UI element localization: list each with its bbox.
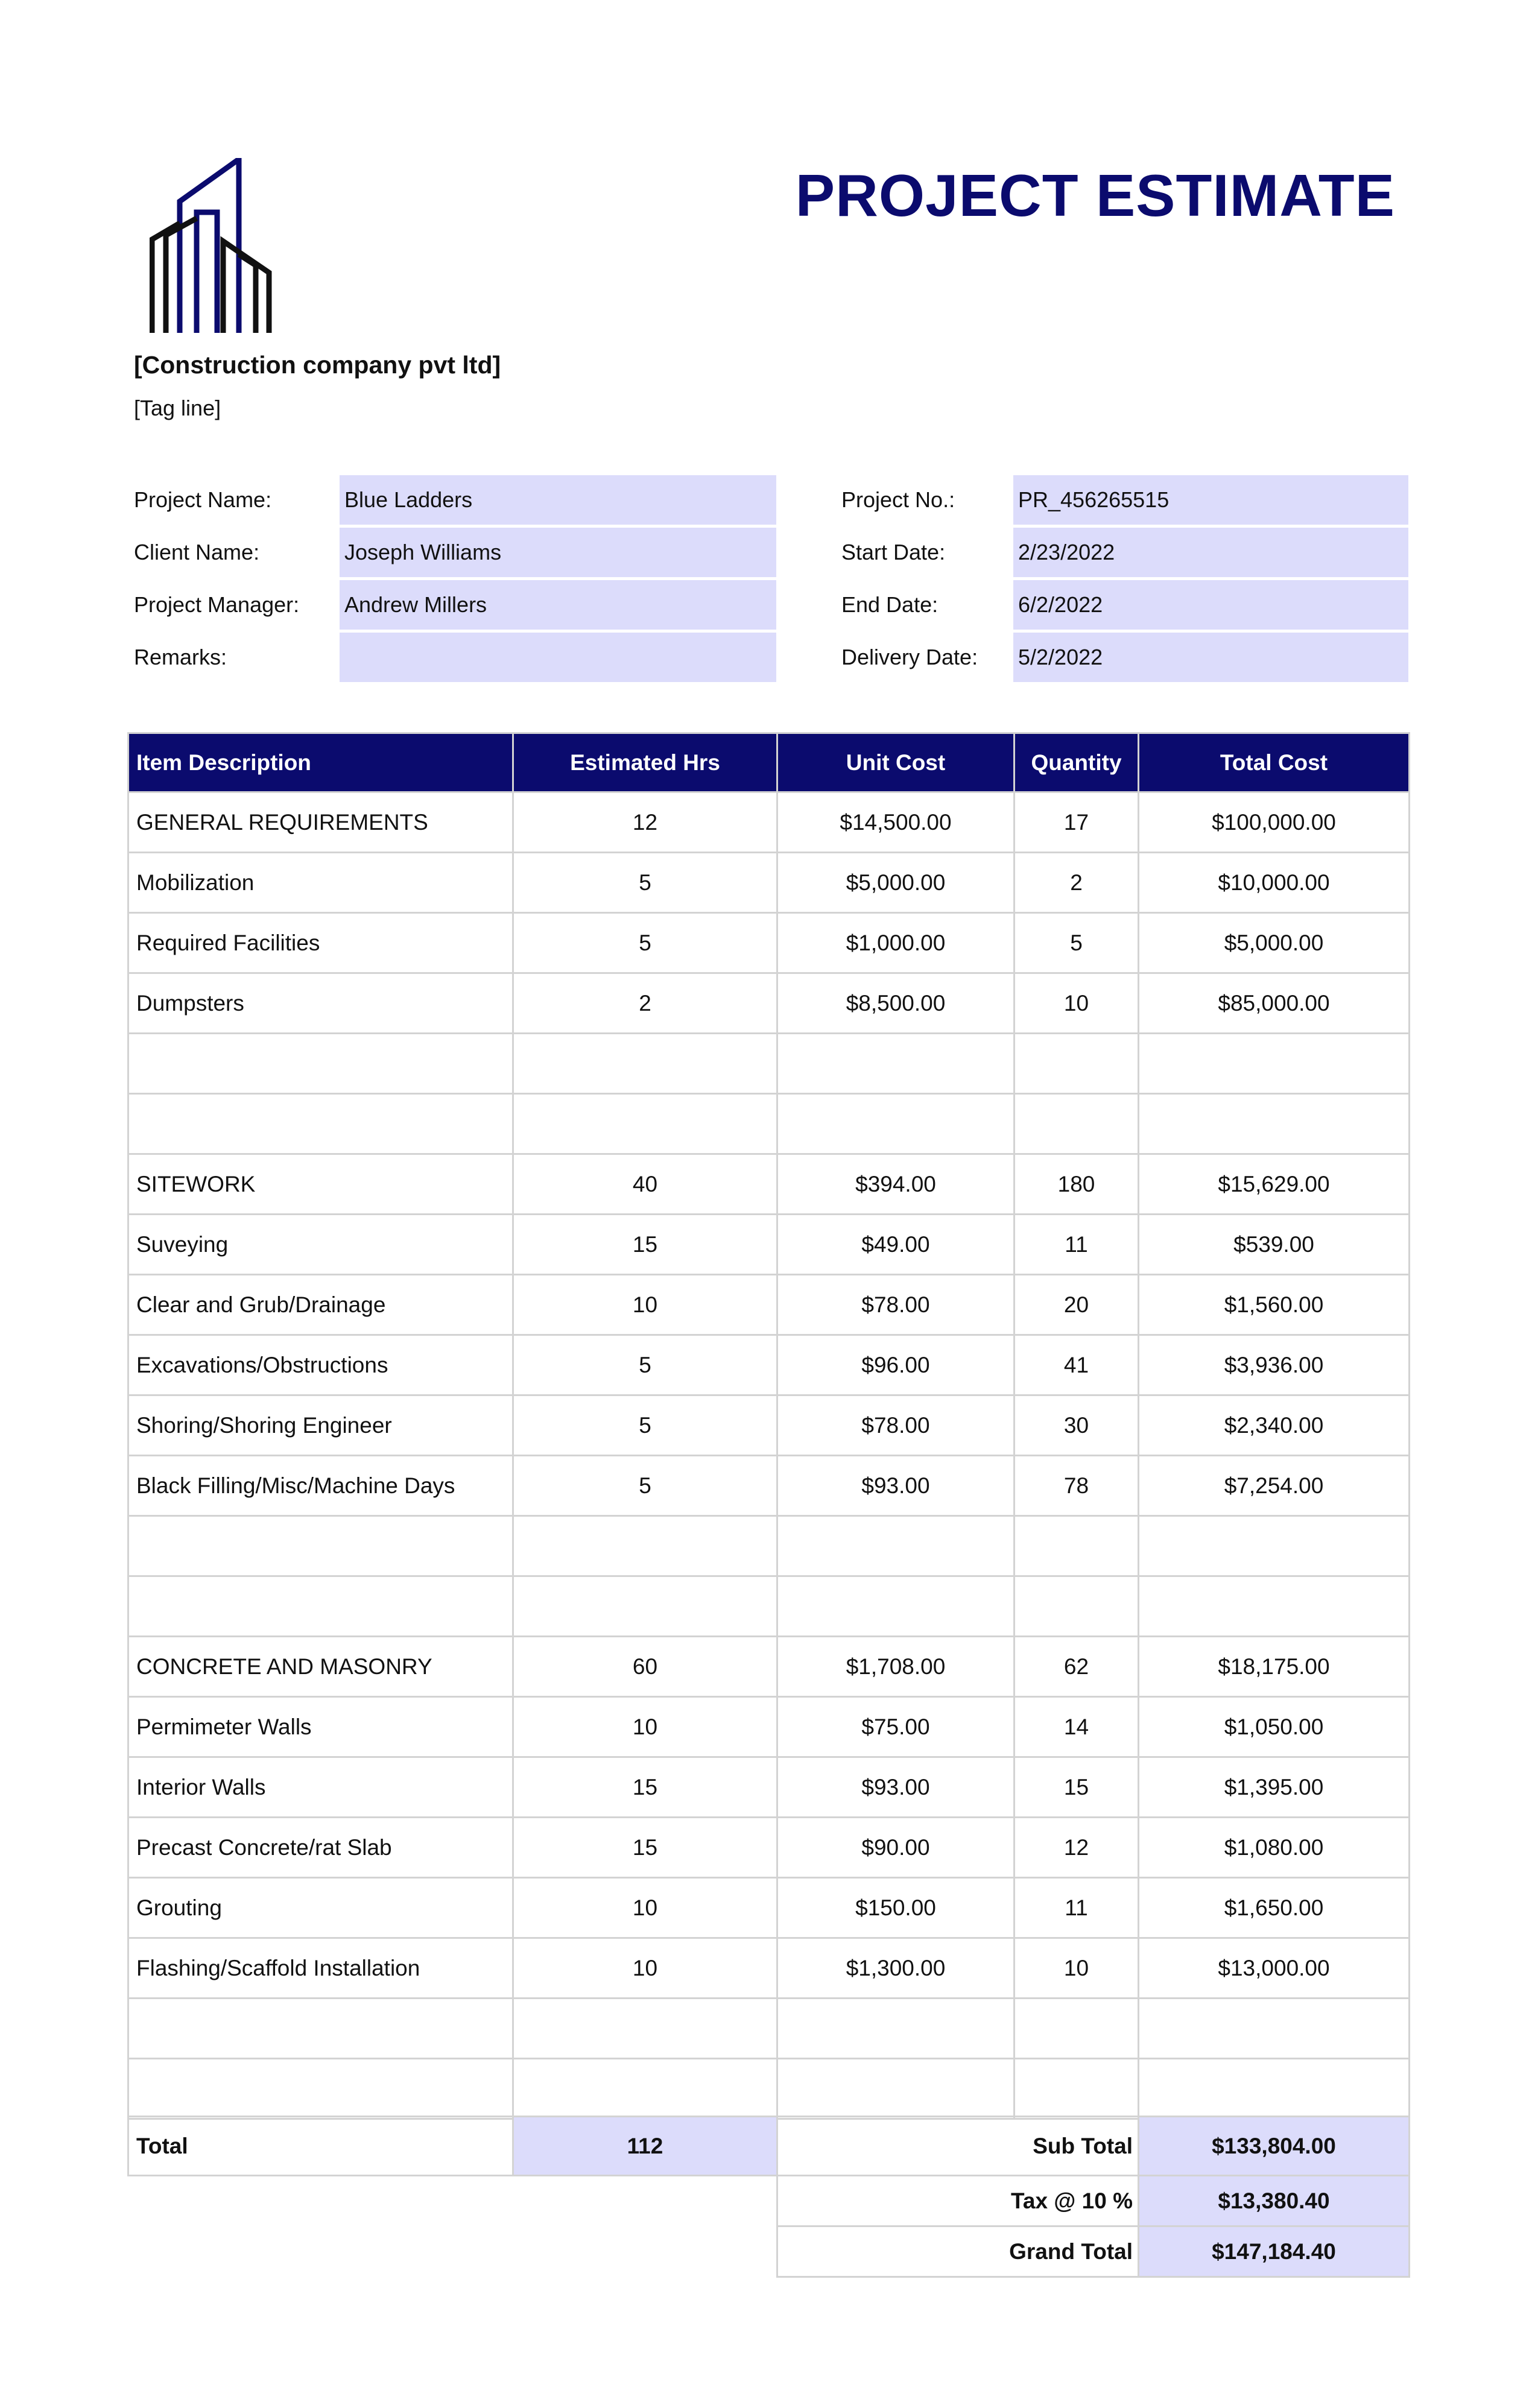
item-description-cell[interactable] (128, 1094, 513, 1154)
total-cost-cell[interactable]: $1,395.00 (1139, 1757, 1410, 1818)
company-name: [Construction company pvt ltd] (134, 351, 501, 379)
quantity-cell[interactable]: 78 (1014, 1456, 1139, 1516)
totals-table (127, 2116, 1410, 2278)
end-date-field[interactable]: 6/2/2022 (1013, 580, 1408, 630)
spacer-cell (128, 2226, 513, 2277)
header-unit-cost: Unit Cost (777, 733, 1014, 792)
total-cost-cell[interactable]: $10,000.00 (1139, 853, 1410, 913)
unit-cost-cell[interactable] (777, 1576, 1014, 1637)
unit-cost-cell[interactable]: $394.00 (777, 1154, 1014, 1215)
estimated-hrs-cell[interactable]: 12 (513, 792, 777, 853)
table-row (128, 1878, 1410, 1938)
estimated-hrs-cell[interactable]: 5 (513, 1335, 777, 1395)
item-description-cell[interactable]: Required Facilities (128, 913, 513, 973)
total-cost-cell[interactable]: $7,254.00 (1139, 1456, 1410, 1516)
header-quantity: Quantity (1014, 733, 1139, 792)
unit-cost-cell[interactable]: $1,000.00 (777, 913, 1014, 973)
quantity-cell[interactable] (1014, 2059, 1139, 2119)
quantity-cell[interactable]: 5 (1014, 913, 1139, 973)
table-row (128, 973, 1410, 1034)
estimated-hrs-cell[interactable]: 40 (513, 1154, 777, 1215)
estimated-hrs-cell[interactable] (513, 1034, 777, 1094)
unit-cost-cell[interactable]: $49.00 (777, 1215, 1014, 1275)
estimated-hrs-cell[interactable]: 2 (513, 973, 777, 1034)
table-row (128, 792, 1410, 853)
total-cost-cell[interactable]: $5,000.00 (1139, 913, 1410, 973)
quantity-cell[interactable] (1014, 1094, 1139, 1154)
project-manager-field[interactable]: Andrew Millers (340, 580, 776, 630)
total-cost-cell[interactable]: $1,080.00 (1139, 1818, 1410, 1878)
estimated-hrs-cell[interactable] (513, 1516, 777, 1576)
spacer-cell (513, 2226, 777, 2277)
table-row (128, 1516, 1410, 1576)
table-row (128, 1215, 1410, 1275)
grand-total-value[interactable]: $147,184.40 (1139, 2226, 1410, 2277)
table-row (128, 1938, 1410, 1999)
unit-cost-cell[interactable]: $93.00 (777, 1757, 1014, 1818)
table-row (128, 913, 1410, 973)
header-total-cost: Total Cost (1139, 733, 1410, 792)
project-no-field[interactable]: PR_456265515 (1013, 475, 1408, 525)
estimated-hrs-cell[interactable]: 5 (513, 913, 777, 973)
quantity-cell[interactable]: 15 (1014, 1757, 1139, 1818)
quantity-cell[interactable]: 10 (1014, 973, 1139, 1034)
estimated-hrs-cell[interactable]: 5 (513, 1395, 777, 1456)
table-row (128, 1576, 1410, 1637)
item-description-cell[interactable]: Excavations/Obstructions (128, 1335, 513, 1395)
total-cost-cell[interactable]: $15,629.00 (1139, 1154, 1410, 1215)
item-description-cell[interactable]: Mobilization (128, 853, 513, 913)
unit-cost-cell[interactable]: $5,000.00 (777, 853, 1014, 913)
item-description-cell[interactable] (128, 1999, 513, 2059)
estimate-table (127, 732, 1410, 2120)
unit-cost-cell[interactable] (777, 1999, 1014, 2059)
project-name-field[interactable]: Blue Ladders (340, 475, 776, 525)
unit-cost-cell[interactable]: $75.00 (777, 1697, 1014, 1757)
estimated-hrs-cell[interactable]: 15 (513, 1215, 777, 1275)
table-row (128, 1154, 1410, 1215)
project-info-right (841, 475, 1408, 679)
estimated-hrs-cell[interactable]: 5 (513, 1456, 777, 1516)
unit-cost-cell[interactable]: $14,500.00 (777, 792, 1014, 853)
unit-cost-cell[interactable]: $96.00 (777, 1335, 1014, 1395)
table-row (128, 1275, 1410, 1335)
table-row (128, 1034, 1410, 1094)
estimated-hrs-cell[interactable]: 15 (513, 1757, 777, 1818)
table-row (128, 1335, 1410, 1395)
unit-cost-cell[interactable]: $8,500.00 (777, 973, 1014, 1034)
item-description-cell[interactable]: Black Filling/Misc/Machine Days (128, 1456, 513, 1516)
table-header-row (128, 733, 1410, 792)
total-cost-cell[interactable]: $2,340.00 (1139, 1395, 1410, 1456)
total-hours-value[interactable]: 112 (513, 2117, 777, 2176)
page-title: PROJECT ESTIMATE (795, 162, 1395, 229)
item-description-cell[interactable]: Grouting (128, 1878, 513, 1938)
table-row (128, 1456, 1410, 1516)
unit-cost-cell[interactable]: $90.00 (777, 1818, 1014, 1878)
quantity-cell[interactable]: 12 (1014, 1818, 1139, 1878)
tagline: [Tag line] (134, 396, 221, 420)
total-cost-cell[interactable]: $1,050.00 (1139, 1697, 1410, 1757)
tax-label: Tax @ 10 % (777, 2176, 1139, 2226)
project-info-left (134, 475, 776, 679)
header-estimated-hrs: Estimated Hrs (513, 733, 777, 792)
total-cost-cell[interactable]: $13,000.00 (1139, 1938, 1410, 1999)
quantity-cell[interactable] (1014, 1576, 1139, 1637)
tax-value[interactable]: $13,380.40 (1139, 2176, 1410, 2226)
total-cost-cell[interactable]: $3,936.00 (1139, 1335, 1410, 1395)
total-cost-cell[interactable] (1139, 1576, 1410, 1637)
item-description-cell[interactable]: Clear and Grub/Drainage (128, 1275, 513, 1335)
estimated-hrs-cell[interactable] (513, 1094, 777, 1154)
start-date-label: Start Date: (841, 540, 946, 564)
item-description-cell[interactable]: Interior Walls (128, 1757, 513, 1818)
total-cost-cell[interactable] (1139, 1094, 1410, 1154)
remarks-field[interactable] (340, 633, 776, 682)
subtotal-label: Sub Total (777, 2117, 1139, 2176)
table-row (128, 1999, 1410, 2059)
item-description-cell[interactable]: Precast Concrete/rat Slab (128, 1818, 513, 1878)
spacer-cell (128, 2176, 513, 2226)
unit-cost-cell[interactable] (777, 1516, 1014, 1576)
grand-total-row (128, 2226, 1410, 2277)
quantity-cell[interactable] (1014, 1999, 1139, 2059)
unit-cost-cell[interactable] (777, 1094, 1014, 1154)
quantity-cell[interactable] (1014, 1516, 1139, 1576)
remarks-label: Remarks: (134, 645, 227, 669)
unit-cost-cell[interactable] (777, 2059, 1014, 2119)
estimated-hrs-cell[interactable]: 10 (513, 1878, 777, 1938)
item-description-cell[interactable]: Permimeter Walls (128, 1697, 513, 1757)
quantity-cell[interactable]: 11 (1014, 1878, 1139, 1938)
project-manager-label: Project Manager: (134, 592, 300, 617)
total-cost-cell[interactable]: $85,000.00 (1139, 973, 1410, 1034)
quantity-cell[interactable]: 20 (1014, 1275, 1139, 1335)
grand-total-label: Grand Total (777, 2226, 1139, 2277)
start-date-field[interactable]: 2/23/2022 (1013, 528, 1408, 577)
quantity-cell[interactable]: 180 (1014, 1154, 1139, 1215)
estimated-hrs-cell[interactable]: 5 (513, 853, 777, 913)
item-description-cell[interactable] (128, 1576, 513, 1637)
table-row (128, 1757, 1410, 1818)
total-cost-cell[interactable]: $1,560.00 (1139, 1275, 1410, 1335)
unit-cost-cell[interactable]: $150.00 (777, 1878, 1014, 1938)
item-description-cell[interactable] (128, 1034, 513, 1094)
estimated-hrs-cell[interactable] (513, 1999, 777, 2059)
estimated-hrs-cell[interactable]: 60 (513, 1637, 777, 1697)
table-row (128, 853, 1410, 913)
table-row (128, 1637, 1410, 1697)
table-row (128, 1395, 1410, 1456)
unit-cost-cell[interactable] (777, 1034, 1014, 1094)
item-description-cell[interactable]: Flashing/Scaffold Installation (128, 1938, 513, 1999)
totals-row (128, 2117, 1410, 2176)
project-no-label: Project No.: (841, 487, 955, 512)
delivery-date-field[interactable]: 5/2/2022 (1013, 633, 1408, 682)
total-cost-cell[interactable]: $100,000.00 (1139, 792, 1410, 853)
total-cost-cell[interactable]: $18,175.00 (1139, 1637, 1410, 1697)
total-cost-cell[interactable] (1139, 1034, 1410, 1094)
unit-cost-cell[interactable]: $78.00 (777, 1395, 1014, 1456)
total-cost-cell[interactable] (1139, 1999, 1410, 2059)
table-row (128, 1818, 1410, 1878)
quantity-cell[interactable]: 30 (1014, 1395, 1139, 1456)
item-description-cell[interactable]: GENERAL REQUIREMENTS (128, 792, 513, 853)
unit-cost-cell[interactable]: $93.00 (777, 1456, 1014, 1516)
item-description-cell[interactable]: Shoring/Shoring Engineer (128, 1395, 513, 1456)
total-cost-cell[interactable]: $1,650.00 (1139, 1878, 1410, 1938)
unit-cost-cell[interactable]: $78.00 (777, 1275, 1014, 1335)
item-description-cell[interactable]: Suveying (128, 1215, 513, 1275)
item-description-cell[interactable]: CONCRETE AND MASONRY (128, 1637, 513, 1697)
table-row (128, 1094, 1410, 1154)
item-description-cell[interactable] (128, 1516, 513, 1576)
quantity-cell[interactable]: 11 (1014, 1215, 1139, 1275)
unit-cost-cell[interactable]: $1,300.00 (777, 1938, 1014, 1999)
quantity-cell[interactable]: 17 (1014, 792, 1139, 853)
quantity-cell[interactable]: 41 (1014, 1335, 1139, 1395)
spacer-cell (513, 2176, 777, 2226)
total-cost-cell[interactable] (1139, 1516, 1410, 1576)
estimated-hrs-cell[interactable] (513, 1576, 777, 1637)
quantity-cell[interactable]: 62 (1014, 1637, 1139, 1697)
item-description-cell[interactable]: Dumpsters (128, 973, 513, 1034)
total-label: Total (128, 2117, 513, 2176)
quantity-cell[interactable] (1014, 1034, 1139, 1094)
table-row (128, 2059, 1410, 2119)
unit-cost-cell[interactable]: $1,708.00 (777, 1637, 1014, 1697)
client-name-label: Client Name: (134, 540, 260, 564)
building-logo-icon (150, 158, 273, 338)
quantity-cell[interactable]: 10 (1014, 1938, 1139, 1999)
end-date-label: End Date: (841, 592, 939, 617)
estimated-hrs-cell[interactable]: 10 (513, 1938, 777, 1999)
project-name-label: Project Name: (134, 487, 272, 512)
client-name-field[interactable]: Joseph Williams (340, 528, 776, 577)
quantity-cell[interactable]: 2 (1014, 853, 1139, 913)
item-description-cell[interactable] (128, 2059, 513, 2119)
estimated-hrs-cell[interactable]: 15 (513, 1818, 777, 1878)
quantity-cell[interactable]: 14 (1014, 1697, 1139, 1757)
total-cost-cell[interactable] (1139, 2059, 1410, 2119)
tax-row (128, 2176, 1410, 2226)
delivery-date-label: Delivery Date: (841, 645, 978, 669)
estimated-hrs-cell[interactable] (513, 2059, 777, 2119)
total-cost-cell[interactable]: $539.00 (1139, 1215, 1410, 1275)
estimated-hrs-cell[interactable]: 10 (513, 1275, 777, 1335)
item-description-cell[interactable]: SITEWORK (128, 1154, 513, 1215)
estimated-hrs-cell[interactable]: 10 (513, 1697, 777, 1757)
subtotal-value[interactable]: $133,804.00 (1139, 2117, 1410, 2176)
header-item-description: Item Description (128, 733, 513, 792)
table-row (128, 1697, 1410, 1757)
